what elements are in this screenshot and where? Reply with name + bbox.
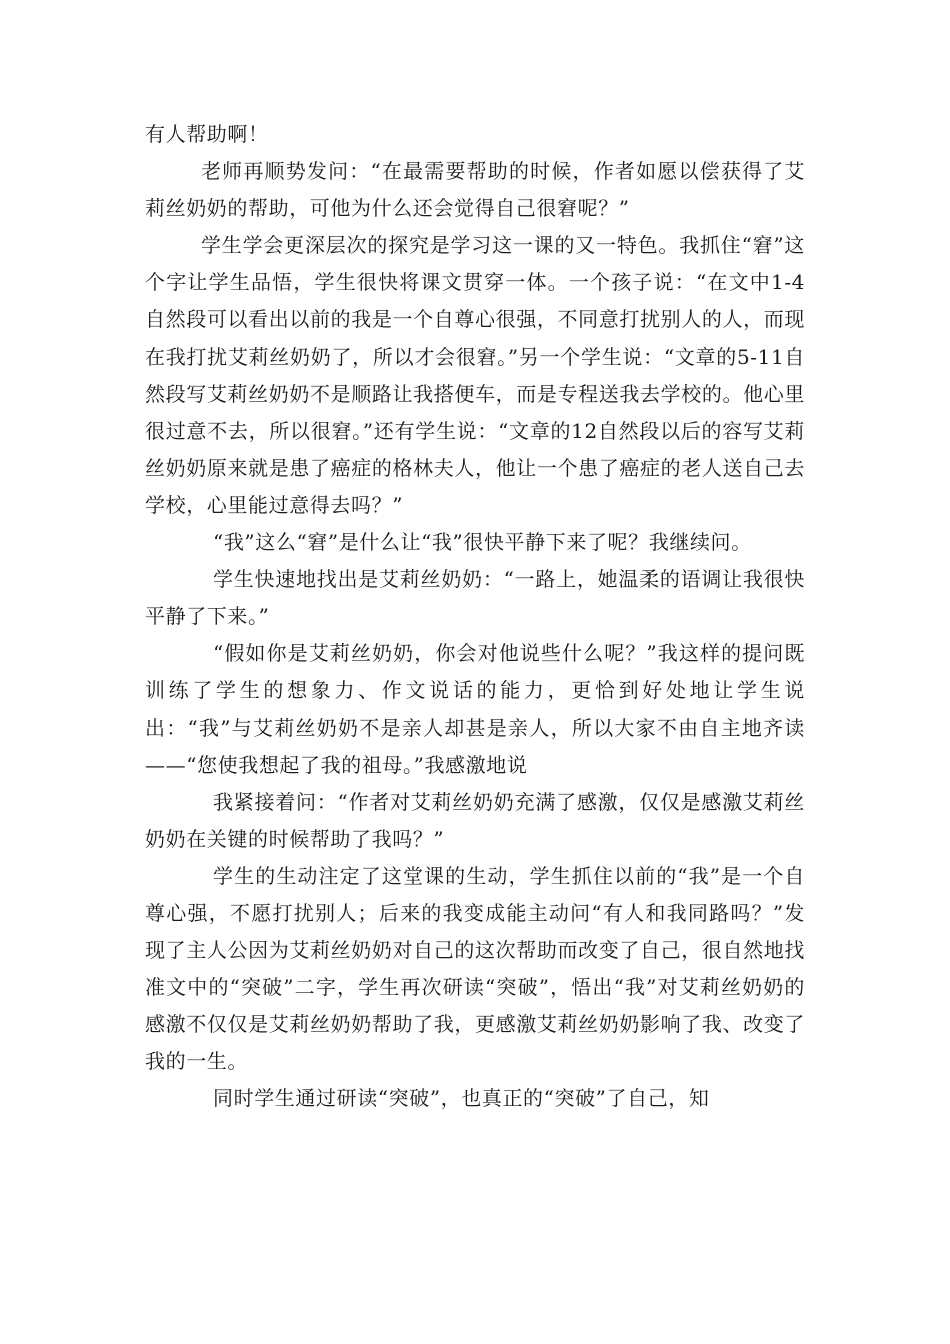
paragraph-gratitude-question: 我紧接着问：“作者对艾莉丝奶奶充满了感激，仅仅是感激艾莉丝奶奶在关键的时候帮助了我吗？”: [145, 789, 805, 851]
paragraph-breakthrough: 学生的生动注定了这堂课的生动，学生抓住以前的“我”是一个自尊心强，不愿打扰别人；后来的我变成能主动问“有人和我同路吗？”发现了主人公因为艾莉丝奶奶对自己的这次帮助而改变了自己，很自然地找准文中的“突破”二字，学生再次研读“突破”，悟出“我”对艾莉丝奶奶的感激不仅仅是艾莉丝奶奶帮助了我，更感激艾莉丝奶奶影响了我、改变了我的一生。: [145, 863, 805, 1074]
paragraph-student-answer: 学生快速地找出是艾莉丝奶奶：“一路上，她温柔的语调让我很快平静了下来。”: [145, 567, 805, 629]
paragraph-calm-question: “我”这么“窘”是什么让“我”很快平静下来了呢？我继续问。: [213, 530, 752, 555]
paragraph-imagination-question: “假如你是艾莉丝奶奶，你会对他说些什么呢？”我这样的提问既训练了学生的想象力、作文说话的能力，更恰到好处地让学生说出：“我”与艾莉丝奶奶不是亲人却甚是亲人，所以大家不由自主地齐读——“您使我想起了我的祖母。”我感激地说: [145, 641, 805, 777]
paragraph-deep-inquiry: 学生学会更深层次的探究是学习这一课的又一特色。我抓住“窘”这个字让学生品悟，学生很快将课文贯穿一体。一个孩子说：“在文中1-4自然段可以看出以前的我是一个自尊心很强，不同意打扰别人的人，而现在我打扰艾莉丝奶奶了，所以才会很窘。”另一个学生说：“文章的5-11自然段写艾莉丝奶奶不是顺路让我搭便车，而是专程送我去学校的。他心里很过意不去，所以很窘。”还有学生说：“文章的12自然段以后的容写艾莉丝奶奶原来就是患了癌症的格林夫人，他让一个患了癌症的老人送自己去学校，心里能过意得去吗？”: [145, 233, 805, 517]
paragraph-teacher-question: 老师再顺势发问：“在最需要帮助的时候，作者如愿以偿获得了艾莉丝奶奶的帮助，可他为什么还会觉得自己很窘呢？”: [145, 159, 805, 221]
paragraph-continuation: 有人帮助啊！: [145, 122, 269, 146]
body-text: [145, 116, 805, 1118]
paragraph-conclusion-start: 同时学生通过研读“突破”，也真正的“突破”了自己，知: [213, 1086, 710, 1111]
